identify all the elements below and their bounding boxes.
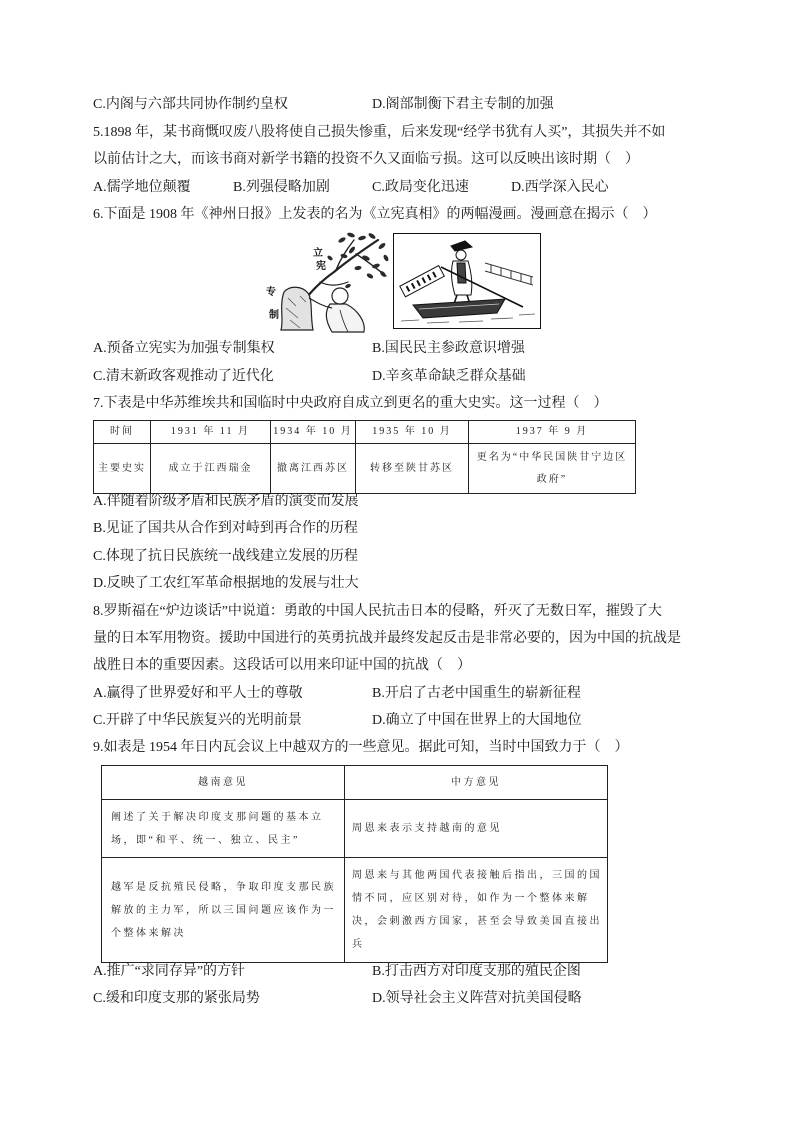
- q7-table-cell: 更名为“中华民国陕甘宁边区政府”: [476, 451, 628, 485]
- q9-table-header-china: 中方意见: [345, 766, 608, 800]
- q5-option-d: D.西学深入民心: [511, 180, 609, 195]
- q7-table-header-cell: 1937 年 9 月: [469, 421, 636, 444]
- q6-option-c: C.清末新政客观推动了近代化: [93, 369, 274, 384]
- man-vest: [457, 263, 466, 283]
- q9-table-header-row: [102, 766, 608, 800]
- q5-option-c: C.政局变化迅速: [372, 180, 469, 195]
- man-head: [332, 288, 348, 304]
- q7-table-header-cell: 时间: [94, 421, 151, 444]
- q8-option-b: B.开启了古老中国重生的崭新征程: [372, 686, 581, 701]
- q9-table-header-vietnam: 越南意见: [102, 766, 345, 800]
- q8-stem-line-3: 战胜日本的重要因素。这段话可以用来印证中国的抗战（ ）: [93, 658, 471, 673]
- rock-shape: [281, 287, 313, 330]
- q9-option-d: D.领导社会主义阵营对抗美国侵略: [372, 991, 582, 1006]
- q6-option-b: B.国民民主参政意识增强: [372, 341, 525, 356]
- q7-table-cell: 转移至陕甘苏区: [356, 444, 469, 494]
- q4-option-c: C.内阁与六部共同协作制约皇权: [93, 97, 288, 112]
- cartoon-label-li: 立: [313, 248, 323, 259]
- q9-table-row: [102, 858, 608, 963]
- leaf: [345, 283, 352, 289]
- q9-table-cell-wrapper: [345, 800, 608, 858]
- q9-table-cell-wrapper: [102, 800, 345, 858]
- q9-table-row: [102, 800, 608, 858]
- leaf: [378, 242, 387, 250]
- q7-table-header-cell: 1935 年 10 月: [356, 421, 469, 444]
- q7-option-a: A.伴随着阶级矛盾和民族矛盾的演变而发展: [93, 494, 359, 509]
- q6-stem: 6.下面是 1908 年《神州日报》上发表的名为《立宪真相》的两幅漫画。漫画意在揭示（ ）: [93, 207, 657, 222]
- leaf: [338, 236, 347, 243]
- cartoon-label-zhi: 制: [269, 310, 279, 321]
- q9-table-cell-wrapper: [345, 858, 608, 963]
- q9-table-cell-vietnam: 阐述了关于解决印度支那问题的基本立场，即“和平、统一、独立、民主”: [111, 811, 324, 846]
- q8-option-a: A.赢得了世界爱好和平人士的尊敬: [93, 686, 303, 701]
- tree-branch-lower: [320, 282, 348, 285]
- q7-table-header-cell: 1931 年 11 月: [151, 421, 271, 444]
- q5-stem-line-2: 以前估计之大，而该书商对新学书籍的投资不久又面临亏损。这可以反映出该时期（ ）: [93, 152, 639, 167]
- q8-stem-line-2: 量的日本军用物资。援助中国进行的英勇抗战并最终发起反击是非常必要的，因为中国的抗战是: [93, 631, 681, 646]
- leaf: [383, 254, 390, 262]
- q7-table-header-cell: 1934 年 10 月: [271, 421, 356, 444]
- cartoon-right-boat: [393, 233, 541, 329]
- q9-table: [101, 765, 608, 963]
- cartoon-label-xian: 宪: [316, 261, 326, 272]
- q7-option-b: B.见证了国共从合作到对峙到再合作的历程: [93, 521, 358, 536]
- q6-option-d: D.辛亥革命缺乏群众基础: [372, 369, 526, 384]
- q9-stem: 9.如表是 1954 年日内瓦会议上中越双方的一些意见。据此可知，当时中国致力于（ ）: [93, 740, 629, 755]
- man-head: [456, 250, 466, 260]
- cartoon-left-constitution-tree: [256, 228, 390, 334]
- q9-table-cell-wrapper: [102, 858, 345, 963]
- man-body: [326, 304, 364, 332]
- q8-option-d: D.确立了中国在世界上的大国地位: [372, 713, 582, 728]
- q8-stem-line-1: 8.罗斯福在“炉边谈话”中说道：勇敢的中国人民抗击日本的侵略，歼灭了无数日军，摧毁了大: [93, 604, 662, 619]
- tree-leaves: [327, 232, 390, 289]
- q7-table-header-row: [94, 421, 636, 444]
- q9-option-b: B.打击西方对印度支那的殖民企图: [372, 964, 581, 979]
- leaf: [327, 255, 334, 262]
- q7-table-cell: 撤离江西苏区: [271, 444, 356, 494]
- leaf: [366, 273, 374, 280]
- q7-table-cell: 成立于江西瑞金: [151, 444, 271, 494]
- leaf: [354, 265, 362, 270]
- q7-option-c: C.体现了抗日民族统一战线建立发展的历程: [93, 549, 358, 564]
- q7-table-data-row: [94, 444, 636, 494]
- q4-option-d: D.阁部制衡下君主专制的加强: [372, 97, 554, 112]
- q8-option-c: C.开辟了中华民族复兴的光明前景: [93, 713, 302, 728]
- q5-option-a: A.儒学地位颠覆: [93, 180, 191, 195]
- seated-man: [309, 288, 364, 332]
- q5-stem-line-1: 5.1898 年，某书商慨叹废八股将使自己损失惨重，后来发现“经学书犹有人买”，其损失并不如: [93, 125, 666, 140]
- q5-option-b: B.列强侵略加剧: [233, 180, 330, 195]
- leaf: [358, 235, 367, 241]
- q7-stem: 7.下表是中华苏维埃共和国临时中央政府自成立到更名的重大史实。这一过程（ ）: [93, 396, 608, 411]
- cartoon-label-zhuan: 专: [266, 287, 276, 298]
- q7-table-cell-wrapper: [469, 444, 636, 494]
- q7-option-d: D.反映了工农红军革命根据地的发展与壮大: [93, 576, 359, 591]
- q6-option-a: A.预备立宪实为加强专制集权: [93, 341, 275, 356]
- q7-table-cell: 主要史实: [94, 444, 151, 494]
- q9-table-cell-vietnam: 越军是反抗殖民侵略，争取印度支那民族解放的主力军，所以三国问题应该作为一个整体来解决: [111, 881, 336, 939]
- leaf: [368, 232, 377, 240]
- leaf: [347, 232, 356, 238]
- q9-option-a: A.推广“求同存异”的方针: [93, 964, 246, 979]
- rock-figure: [281, 287, 313, 330]
- q9-table-cell-china: 周恩来与其他两国代表接触后指出，三国的国情不同，应区别对待，如作为一个整体来解决，会刺激西方国家，甚至会导致美国直接出兵: [352, 870, 602, 950]
- q9-option-c: C.缓和印度支那的紧张局势: [93, 991, 260, 1006]
- q9-table-cell-china: 周恩来表示支持越南的意见: [352, 823, 502, 834]
- q7-table: [93, 420, 636, 494]
